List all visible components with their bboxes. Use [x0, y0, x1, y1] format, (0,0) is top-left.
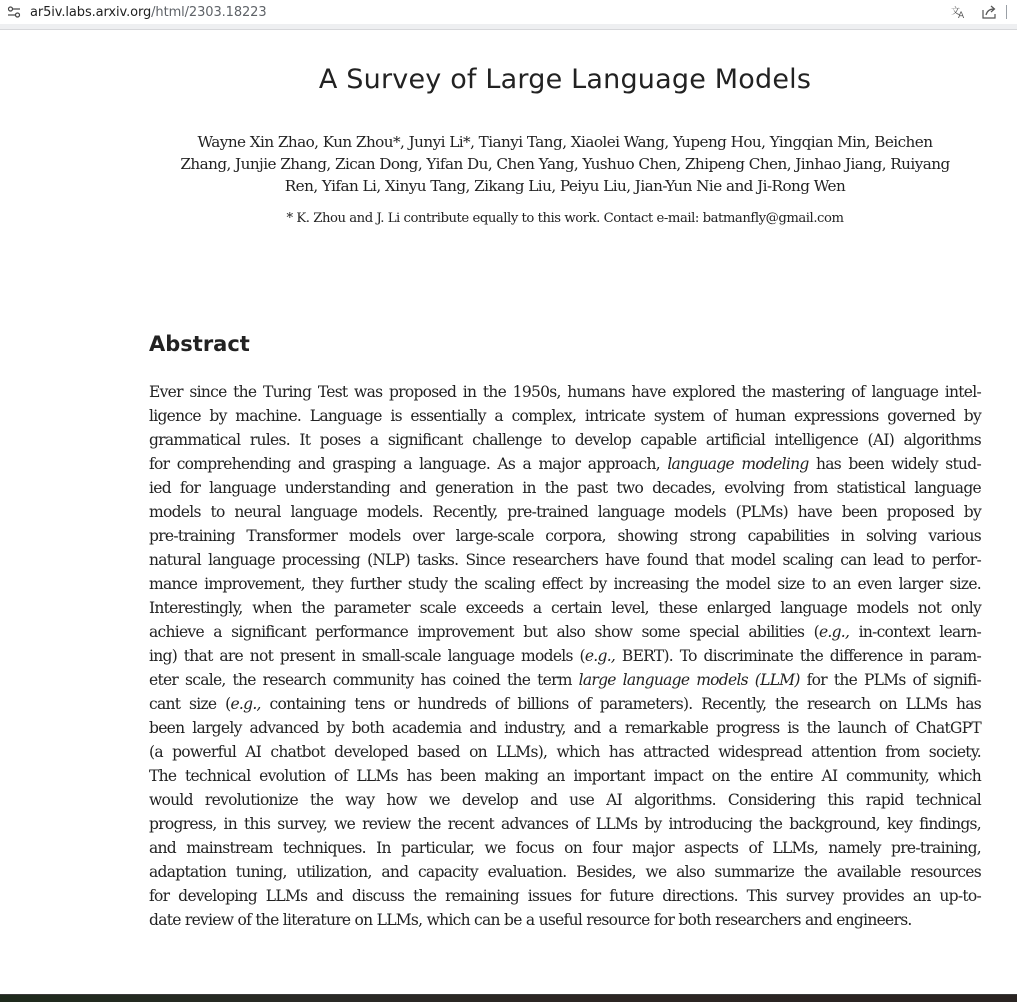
translate-icon[interactable]: [944, 1, 974, 23]
svg-text:文: 文: [951, 7, 961, 17]
text-run: BERT). To discriminate the difference in param-: [615, 647, 981, 665]
emphasis-text: e.g.,: [584, 647, 616, 665]
abstract-heading: Abstract: [149, 332, 250, 356]
abstract-line: [149, 524, 981, 548]
abstract-line: [149, 668, 981, 692]
emphasis-text: language modeling: [667, 455, 809, 473]
abstract-line: [149, 644, 981, 668]
abstract-line: [149, 908, 981, 932]
abstract-body: [149, 380, 981, 932]
text-run: mance improvement, they further study the scaling effect by increasing the model size to an even larger size.: [149, 575, 981, 593]
toolbar-divider: [1006, 5, 1007, 19]
svg-text:A: A: [958, 11, 965, 19]
text-run: in-context learn-: [849, 623, 981, 641]
text-run: for comprehending and grasping a language. As a major approach,: [149, 455, 668, 473]
text-run: for developing LLMs and discuss the remaining issues for future directions. This survey provides an up-to-: [149, 887, 981, 905]
abstract-line: [149, 548, 981, 572]
text-run: natural language processing (NLP) tasks. Since researchers have found that model scaling can lead to perfor-: [149, 551, 981, 569]
text-run: (a powerful AI chatbot developed based on LLMs), which has attracted widespread attention from society.: [149, 743, 981, 761]
author-line: Wayne Xin Zhao, Kun Zhou*, Junyi Li*, Tianyi Tang, Xiaolei Wang, Yupeng Hou, Yingqian Min, Beichen: [197, 133, 933, 151]
abstract-line: [149, 716, 981, 740]
abstract-line: [149, 836, 981, 860]
abstract-line: [149, 764, 981, 788]
text-run: and mainstream techniques. In particular, we focus on four major aspects of LLMs, namely pre-training,: [149, 839, 981, 857]
abstract-line: [149, 404, 981, 428]
url-path: /html/2303.18223: [151, 4, 267, 20]
abstract-line: [149, 476, 981, 500]
abstract-line: [149, 380, 981, 404]
abstract-line: [149, 596, 981, 620]
text-run: Ever since the Turing Test was proposed in the 1950s, humans have explored the mastering of language intel-: [149, 383, 981, 401]
text-run: would revolutionize the way how we develop and use AI algorithms. Considering this rapid technical: [149, 791, 981, 809]
abstract-line: [149, 788, 981, 812]
paper-title: A Survey of Large Language Models: [318, 64, 812, 95]
text-run: progress, in this survey, we review the recent advances of LLMs by introducing the background, key findings,: [149, 815, 981, 833]
abstract-line: [149, 812, 981, 836]
abstract-line: [149, 884, 981, 908]
text-run: for the PLMs of signifi-: [799, 671, 981, 689]
text-run: The technical evolution of LLMs has been making an important impact on the entire AI community, which: [149, 767, 981, 785]
address-bar-actions: [944, 0, 1017, 24]
text-run: ligence by machine. Language is essentially a complex, intricate system of human expressions governed by: [149, 407, 981, 425]
text-run: ing) that are not present in small-scale language models (: [149, 647, 585, 665]
text-run: ied for language understanding and generation in the past two decades, evolving from statistical language: [149, 479, 981, 497]
abstract-line: [149, 620, 981, 644]
abstract-line: [149, 500, 981, 524]
text-run: Interestingly, when the parameter scale exceeds a certain level, these enlarged language models not only: [149, 599, 981, 617]
text-run: date review of the literature on LLMs, which can be a useful resource for both researchers and engineers.: [149, 911, 912, 929]
address-bar: [0, 0, 1017, 24]
text-run: adaptation tuning, utilization, and capacity evaluation. Besides, we also summarize the available resources: [149, 863, 981, 881]
abstract-line: [149, 860, 981, 884]
emphasis-text: e.g.,: [818, 623, 850, 641]
emphasis-text: large language models (LLM): [578, 671, 800, 689]
author-footnote: * K. Zhou and J. Li contribute equally to this work. Contact e-mail: batmanfly@gmail.com: [286, 211, 844, 226]
text-run: achieve a significant performance improvement but also show some special abilities (: [149, 623, 819, 641]
abstract-line: [149, 692, 981, 716]
emphasis-text: e.g.,: [230, 695, 261, 713]
abstract-line: [149, 452, 981, 476]
author-list: [160, 131, 970, 197]
text-run: cant size (: [149, 695, 231, 713]
text-run: grammatical rules. It poses a significant challenge to develop capable artificial intelligence (AI) algorithms: [149, 431, 981, 449]
share-icon[interactable]: [974, 1, 1004, 23]
text-run: been largely advanced by both academia and industry, and a remarkable progress is the launch of ChatGPT: [149, 719, 981, 737]
url-host: ar5iv.labs.arxiv.org: [30, 4, 152, 20]
site-info-icon[interactable]: [2, 1, 26, 23]
author-line: Zhang, Junjie Zhang, Zican Dong, Yifan Du, Chen Yang, Yushuo Chen, Zhipeng Chen, Jinhao Jiang, Ruiyang: [180, 155, 950, 173]
text-run: containing tens or hundreds of billions of parameters). Recently, the research on LLMs has: [260, 695, 981, 713]
abstract-line: [149, 428, 981, 452]
url-field[interactable]: [30, 5, 267, 20]
text-run: models to neural language models. Recently, pre-trained language models (PLMs) have been proposed by: [149, 503, 981, 521]
abstract-line: [149, 572, 981, 596]
text-run: eter scale, the research community has coined the term: [149, 671, 579, 689]
abstract-line: [149, 740, 981, 764]
author-line: Ren, Yifan Li, Xinyu Tang, Zikang Liu, Peiyu Liu, Jian-Yun Nie and Ji-Rong Wen: [284, 177, 846, 195]
text-run: pre-training Transformer models over large-scale corpora, showing strong capabilities in solving various: [149, 527, 981, 545]
text-run: has been widely stud-: [808, 455, 981, 473]
